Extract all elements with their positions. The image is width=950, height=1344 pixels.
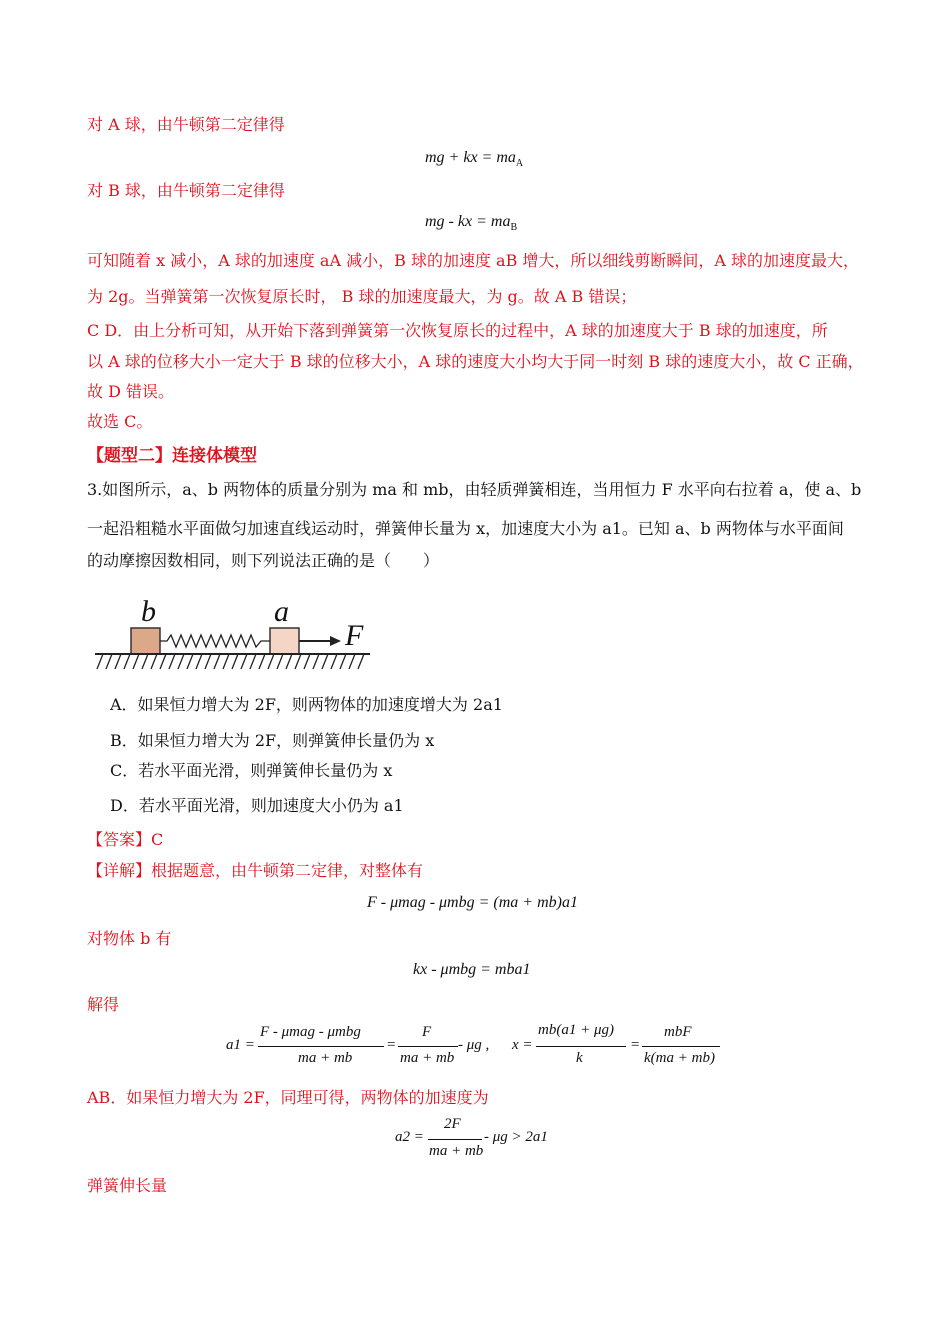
block-a bbox=[270, 628, 299, 654]
eq4-eq: = bbox=[630, 1037, 641, 1053]
text-line: 以 A 球的位移大小一定大于 B 球的位移大小，A 球的速度大小均大于同一时刻 B 球的速度大小，故 C 正确， bbox=[87, 352, 864, 371]
question-line: 一起沿粗糙水平面做匀加速直线运动时，弹簧伸长量为 x，加速度大小为 a1。已知 a、b 两物体与水平面间 bbox=[87, 519, 844, 538]
ground-hatch bbox=[97, 654, 364, 669]
fraction-bar bbox=[428, 1139, 482, 1140]
text-line: 解得 bbox=[87, 995, 120, 1014]
eq3-den2: ma + mb bbox=[400, 1050, 455, 1066]
equation-2: kx - μmbg = mba1 bbox=[413, 961, 531, 978]
text-line: 对物体 b 有 bbox=[87, 929, 172, 948]
label-b: b bbox=[141, 595, 156, 628]
eq3-tail: - μg , bbox=[458, 1037, 490, 1053]
eq5-num: 2F bbox=[444, 1116, 461, 1132]
label-f: F bbox=[345, 619, 364, 652]
eq3-den1: ma + mb bbox=[298, 1050, 353, 1066]
eq5-lhs: a2 = bbox=[395, 1129, 424, 1145]
fraction-bar bbox=[642, 1046, 720, 1047]
equation-b bbox=[425, 211, 517, 239]
eq4-num2: mbF bbox=[664, 1024, 692, 1040]
text-line: C D．由上分析可知，从开始下落到弹簧第一次恢复原长的过程中，A 球的加速度大于 B 球的加速度，所 bbox=[87, 321, 828, 340]
question-line: 的动摩擦因数相同，则下列说法正确的是（ ） bbox=[87, 551, 440, 570]
text-line: 可知随着 x 减小，A 球的加速度 aA 减小，B 球的加速度 aB 增大，所以细线剪断瞬间，A 球的加速度最大， bbox=[87, 251, 860, 270]
spring-blocks-figure bbox=[95, 593, 375, 675]
option-b: B．如果恒力增大为 2F，则弹簧伸长量仍为 x bbox=[110, 731, 435, 750]
section-heading: 【题型二】连接体模型 bbox=[87, 446, 257, 466]
eq3-num1: F - μmag - μmbg bbox=[260, 1024, 361, 1040]
arrow-head bbox=[330, 636, 341, 646]
eq4-num1: mb(a1 + μg) bbox=[538, 1022, 614, 1038]
subscript: B bbox=[510, 222, 518, 234]
block-b bbox=[131, 628, 160, 654]
text-line: 故选 C。 bbox=[87, 412, 153, 431]
eq5-tail: - μg > 2a1 bbox=[484, 1129, 548, 1145]
detail-intro: 【详解】根据题意，由牛顿第二定律，对整体有 bbox=[87, 861, 424, 880]
label-a: a bbox=[274, 595, 289, 628]
fraction-bar bbox=[398, 1046, 458, 1047]
text-line: 对 B 球，由牛顿第二定律得 bbox=[87, 181, 285, 200]
equation-text: mg - kx = ma bbox=[425, 213, 511, 230]
equation-1: F - μmag - μmbg = (ma + mb)a1 bbox=[367, 894, 578, 911]
text-line: AB．如果恒力增大为 2F，同理可得，两物体的加速度为 bbox=[87, 1088, 489, 1107]
option-c: C．若水平面光滑，则弹簧伸长量仍为 x bbox=[110, 761, 393, 780]
text-line: 故 D 错误。 bbox=[87, 382, 175, 401]
option-a: A．如果恒力增大为 2F，则两物体的加速度增大为 2a1 bbox=[110, 695, 503, 714]
eq3-num2: F bbox=[422, 1024, 432, 1040]
text-line: 为 2g。当弹簧第一次恢复原长时， B 球的加速度最大，为 g。故 A B 错误； bbox=[87, 287, 637, 306]
equation-a bbox=[425, 147, 523, 175]
question-line: 3.如图所示，a、b 两物体的质量分别为 ma 和 mb，由轻质弹簧相连，当用恒力 F 水平向右拉着 a，使 a、b bbox=[87, 480, 862, 499]
eq3-lhs: a1 = bbox=[226, 1037, 255, 1053]
eq4-den2: k(ma + mb) bbox=[644, 1050, 715, 1066]
eq3-eq: = bbox=[386, 1037, 397, 1053]
eq4-den1: k bbox=[576, 1050, 583, 1066]
fraction-bar bbox=[258, 1046, 384, 1047]
subscript: A bbox=[515, 158, 524, 170]
eq5-den: ma + mb bbox=[429, 1143, 484, 1159]
eq4-lhs: x = bbox=[512, 1037, 533, 1053]
text-line: 弹簧伸长量 bbox=[87, 1176, 168, 1195]
text-line: 对 A 球，由牛顿第二定律得 bbox=[87, 115, 285, 134]
spring bbox=[160, 635, 270, 647]
fraction-bar bbox=[536, 1046, 626, 1047]
answer: 【答案】C bbox=[87, 830, 164, 849]
option-d: D．若水平面光滑，则加速度大小仍为 a1 bbox=[110, 796, 404, 815]
equation-text: mg + kx = ma bbox=[425, 149, 516, 166]
